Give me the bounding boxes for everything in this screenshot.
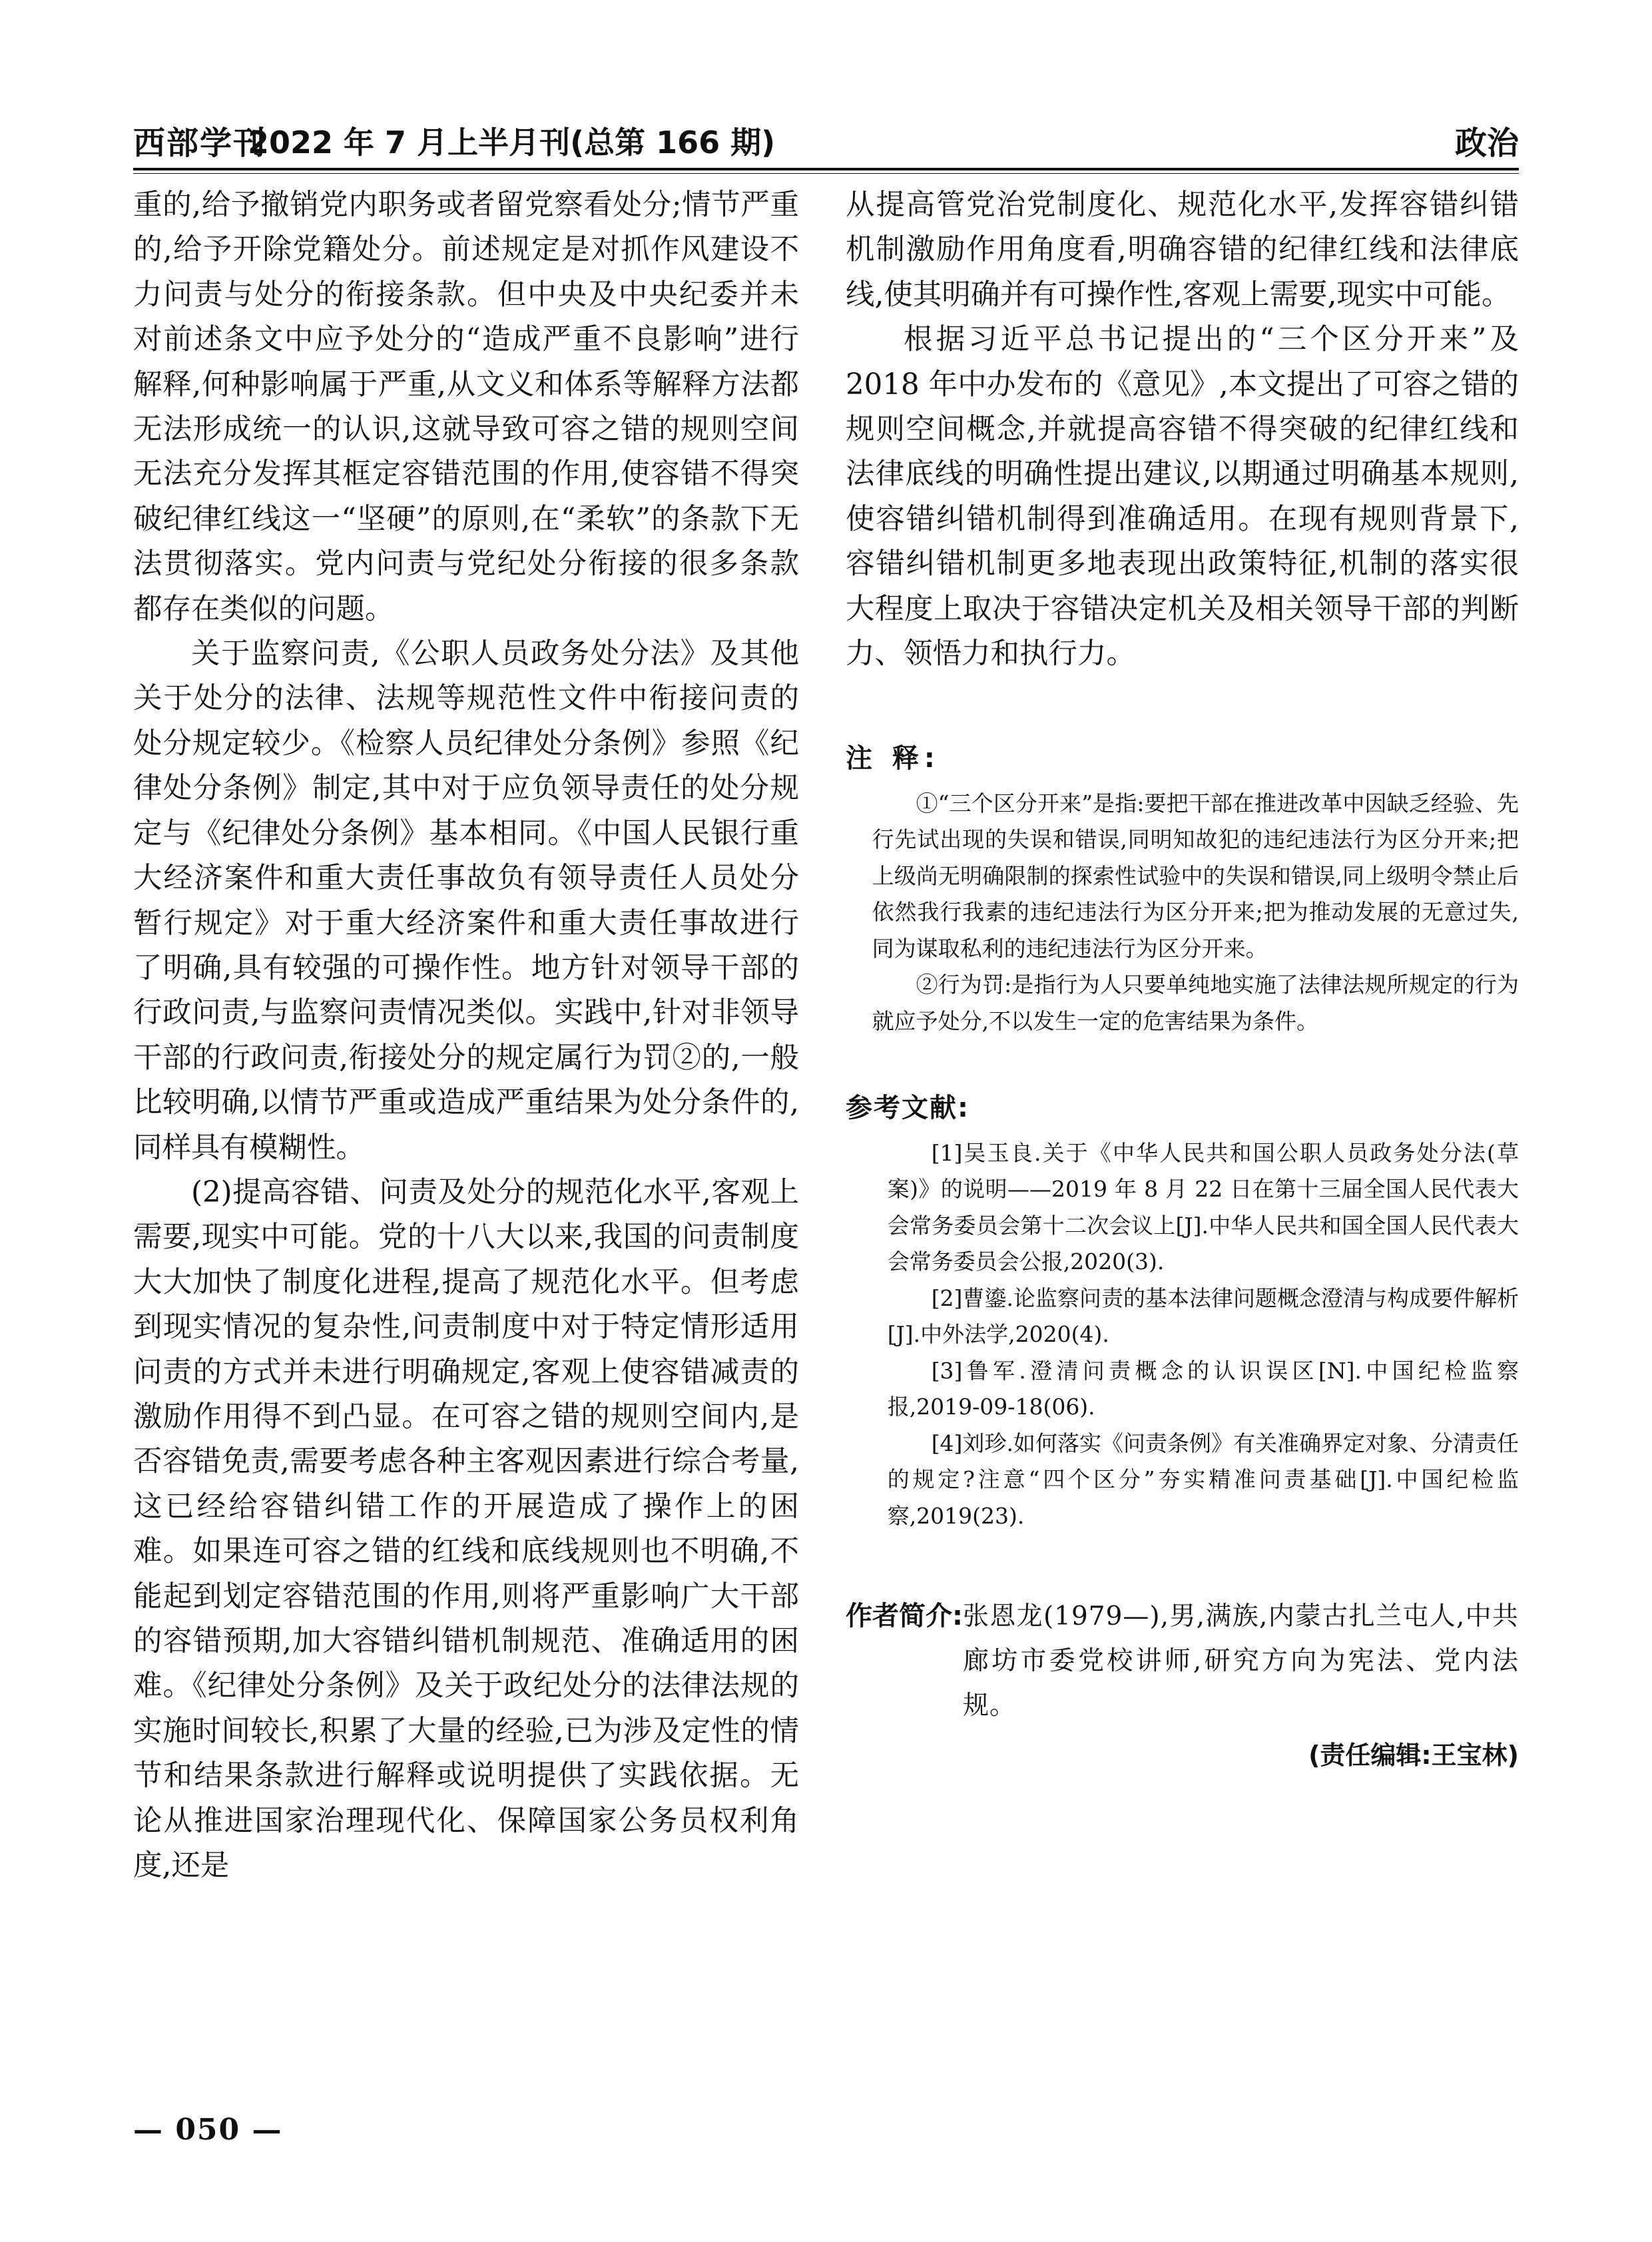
author-text: 张恩龙(1979—),男,满族,内蒙古扎兰屯人,中共廊坊市委党校讲师,研究方向为宪法、党内法规。 bbox=[963, 1601, 1519, 1721]
body-paragraph: 关于监察问责,《公职人员政务处分法》及其他关于处分的法律、法规等规范性文件中衔接问责的处分规定较少。《检察人员纪律处分条例》参照《纪律处分条例》制定,其中对于应负领导责任的处分规定与《纪律处分条例》基本相同。《中国人民银行重大经济案件和重大责任事故负有领导责任人员处分暂行规定》对于重大经济案件和重大责任事故进行了明确,具有较强的可操作性。地方针对领导干部的行政问责,与监察问责情况类似。实践中,针对非领导干部的行政问责,衔接处分的规定属行为罚②的,一般比较明确,以情节严重或造成严重结果为处分条件的,同样具有模糊性。 bbox=[133, 637, 799, 1165]
body-paragraph: (2)提高容错、问责及处分的规范化水平,客观上需要,现实中可能。党的十八大以来,我国的问责制度大大加快了制度化进程,提高了规范化水平。但考虑到现实情况的复杂性,问责制度中对于特定情形适用问责的方式并未进行明确规定,客观上使容错减责的激励作用得不到凸显。在可容之错的规则空间内,是否容错免责,需要考虑各种主客观因素进行综合考量,这已经给容错纠错工作的开展造成了操作上的困难。如果连可容之错的红线和底线规则也不明确,不能起到划定容错范围的作用,则将严重影响广大干部的容错预期,加大容错纠错机制规范、准确适用的困难。《纪律处分条例》及关于政纪处分的法律法规的实施时间较长,积累了大量的经验,已为涉及定性的情节和结果条款进行解释或说明提供了实践依据。无论从推进国家治理现代化、保障国家公务员权利角度,还是 bbox=[133, 1175, 799, 1883]
reference-item: [4]刘珍.如何落实《问责条例》有关准确界定对象、分清责任的规定?注意“四个区分”夯实精准问责基础[J].中国纪检监察,2019(23). bbox=[887, 1430, 1519, 1529]
right-column bbox=[846, 183, 1519, 1779]
note-item: ②行为罚:是指行为人只要单纯地实施了法律法规所规定的行为就应予处分,不以发生一定的危害结果为条件。 bbox=[872, 972, 1519, 1034]
author-bio bbox=[846, 1594, 1519, 1728]
body-paragraph: 重的,给予撤销党内职务或者留党察看处分;情节严重的,给予开除党籍处分。前述规定是对抓作风建设不力问责与处分的衔接条款。但中央及中央纪委并未对前述条文中应予处分的“造成严重不良影响”进行解释,何种影响属于严重,从文义和体系等解释方法都无法形成统一的认识,这就导致可容之错的规则空间无法充分发挥其框定容错范围的作用,使容错不得突破纪律红线这一“坚硬”的原则,在“柔软”的条款下无法贯彻落实。党内问责与党纪处分衔接的很多条款都存在类似的问题。 bbox=[133, 188, 799, 626]
responsible-editor: (责任编辑:王宝林) bbox=[1308, 1741, 1519, 1771]
notes-title: 注 释: bbox=[846, 743, 940, 774]
body-paragraph: 根据习近平总书记提出的“三个区分开来”及 2018 年中办发布的《意见》,本文提出了可容之错的规则空间概念,并就提高容错不得突破的纪律红线和法律底线的明确性提出建议,以期通过明确基本规则,使容错纠错机制得到准确适用。在现有规则背景下,容错纠错机制更多地表现出政策特征,机制的落实很大程度上取决于容错决定机关及相关领导干部的判断力、领悟力和执行力。 bbox=[846, 323, 1519, 671]
references-title: 参考文献: bbox=[846, 1093, 969, 1124]
reference-item: [1]吴玉良.关于《中华人民共和国公职人员政务处分法(草案)》的说明——2019 年 8 月 22 日在第十三届全国人民代表大会常务委员会第十二次会议上[J].中华人民共和国全国人民代表大会常务委员会公报,2020(3). bbox=[887, 1139, 1519, 1275]
reference-item: [2]曹鎏.论监察问责的基本法律问题概念澄清与构成要件解析[J].中外法学,2020(4). bbox=[887, 1284, 1519, 1348]
section-name: 政治 bbox=[1454, 125, 1519, 162]
header-rule bbox=[133, 168, 1519, 170]
note-item: ①“三个区分开来”是指:要把干部在推进改革中因缺乏经验、先行先试出现的失误和错误,同明知故犯的违纪违法行为区分开来;把上级尚无明确限制的探索性试验中的失误和错误,同上级明令禁止后依然我行我素的违纪违法行为区分开来;把为推动发展的无意过失,同为谋取私利的违纪违法行为区分开来。 bbox=[872, 790, 1519, 962]
left-column bbox=[133, 183, 799, 1888]
body-paragraph: 从提高管党治党制度化、规范化水平,发挥容错纠错机制激励作用角度看,明确容错的纪律红线和法律底线,使其明确并有可操作性,客观上需要,现实中可能。 bbox=[846, 188, 1519, 312]
page-number: — 050 — bbox=[133, 2113, 283, 2147]
journal-logo: 西部学刊 bbox=[133, 125, 267, 162]
issue-info: 2022 年 7 月上半月刊(总第 166 期) bbox=[248, 125, 776, 160]
header-rule-thin bbox=[133, 173, 1519, 174]
reference-item: [3]鲁军.澄清问责概念的认识误区[N].中国纪检监察报,2019-09-18(06). bbox=[887, 1357, 1519, 1420]
page-header bbox=[133, 117, 1519, 164]
author-label: 作者简介: bbox=[846, 1601, 963, 1632]
